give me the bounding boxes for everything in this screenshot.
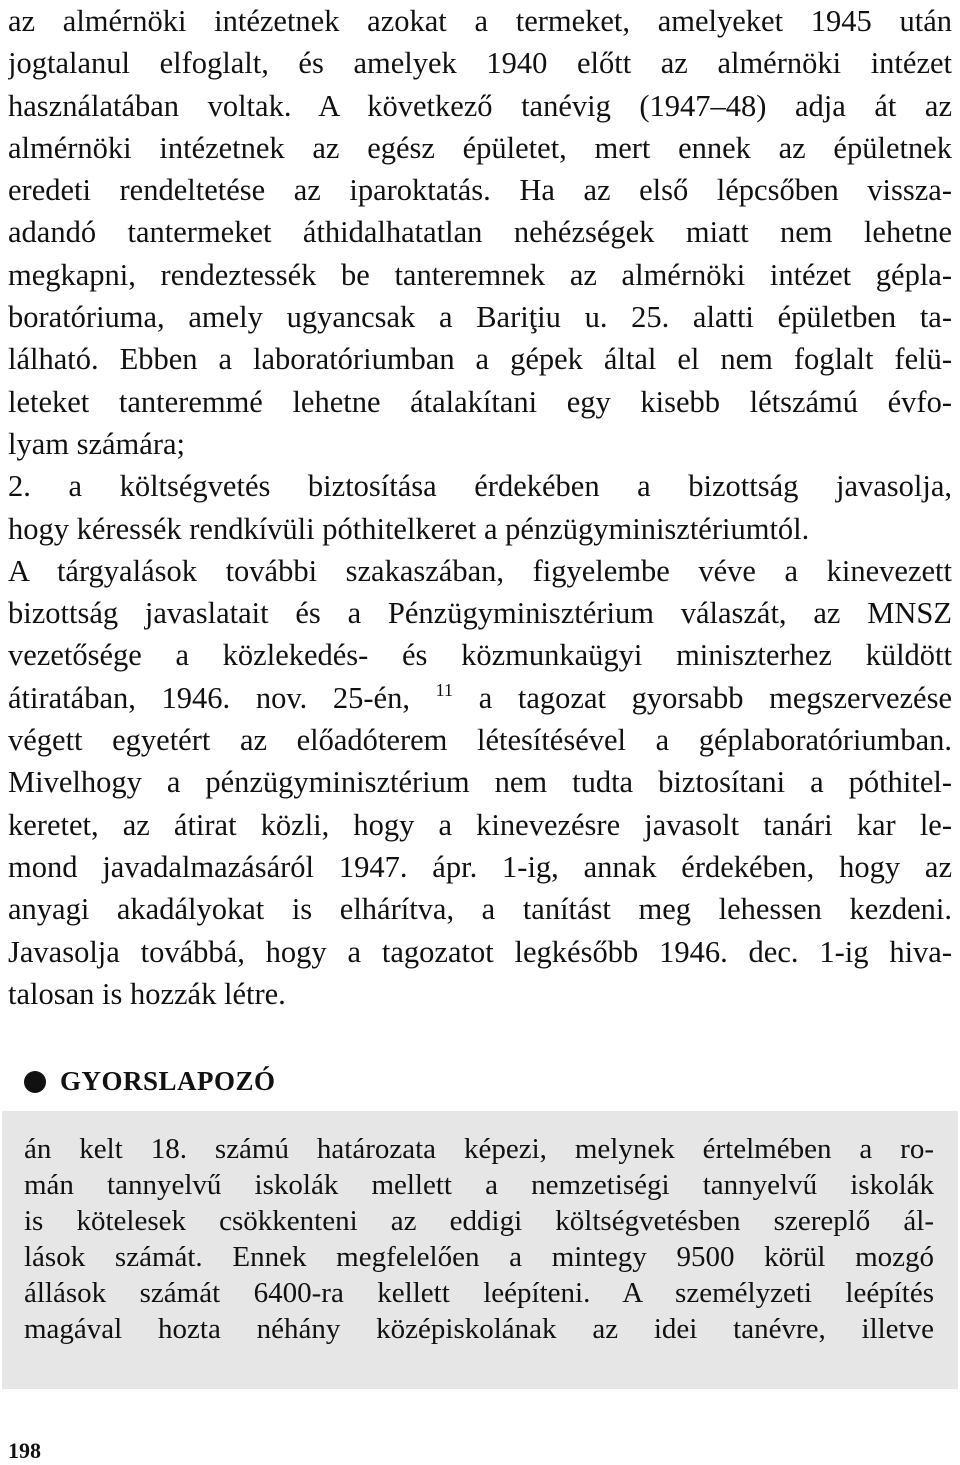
box-text-line: magával hozta néhány középiskolának az idei tanévre, illetve <box>24 1313 934 1346</box>
footnote-marker: 11 <box>435 679 453 700</box>
text-line: lálható. Ebben a laboratóriumban a gépek által el nem foglalt felü- <box>8 342 952 377</box>
text-line: bizottság javaslatait és a Pénzügyminisztérium válaszát, az MNSZ <box>8 596 952 631</box>
text-line: végett egyetért az előadóterem létesítésével a géplaboratóriumban. <box>8 723 952 758</box>
text-line: Javasolja továbbá, hogy a tagozatot legkésőbb 1946. dec. 1-ig hiva- <box>8 934 952 969</box>
text-line: anyagi akadályokat is elhárítva, a tanítást meg lehessen kezdeni. <box>8 892 952 927</box>
box-text-line: mán tannyelvű iskolák mellett a nemzetiségi tannyelvű iskolák <box>24 1169 934 1202</box>
text-line: almérnöki intézetnek az egész épületet, mert ennek az épületnek <box>8 130 952 165</box>
text-line: 2. a költségvetés biztosítása érdekében a bizottság javasolja, <box>8 469 952 504</box>
text-line: eredeti rendeltetése az iparoktatás. Ha az első lépcsőben vissza- <box>8 173 952 208</box>
text-line: adandó tantermeket áthidalhatatlan nehézségek miatt nem lehetne <box>8 215 952 250</box>
text-line <box>8 677 952 719</box>
text-line: leteket tanteremmé lehetne átalakítani egy kisebb létszámú évfo- <box>8 384 952 419</box>
main-body-text <box>8 0 952 1015</box>
box-text-line: állások számát 6400-ra kellett leépíteni. A személyzeti leépítés <box>24 1277 934 1310</box>
text-line: lyam számára; <box>8 426 185 461</box>
highlight-box-text <box>24 1131 934 1348</box>
box-text-line: is kötelesek csökkenteni az eddigi költségvetésben szereplő ál- <box>24 1205 934 1238</box>
text-line: A tárgyalások további szakaszában, figyelembe véve a kinevezett <box>8 553 952 588</box>
text-segment: átiratában, 1946. nov. 25-én, <box>8 680 410 715</box>
text-line: az almérnöki intézetnek azokat a termeket, amelyeket 1945 után <box>8 4 952 38</box>
text-line: vezetősége a közlekedés- és közmunkaügyi miniszterhez küldött <box>8 638 952 673</box>
text-line: megkapni, rendeztessék be tanteremnek az almérnöki intézet gépla- <box>8 257 952 292</box>
text-line: keretet, az átirat közli, hogy a kinevezésre javasolt tanári kar le- <box>8 807 952 842</box>
section-heading-label: GYORSLAPOZÓ <box>60 1066 276 1096</box>
box-text-line: án kelt 18. számú határozata képezi, melynek értelmében a ro- <box>24 1133 934 1165</box>
section-heading <box>24 1066 276 1097</box>
page-number: 198 <box>8 1438 41 1463</box>
bullet-icon <box>24 1071 46 1093</box>
text-line: talosan is hozzák létre. <box>8 976 286 1011</box>
text-segment: a tagozat gyorsabb megszervezése <box>478 680 952 715</box>
text-line: boratóriuma, amely ugyancsak a Bariţiu u. 25. alatti épületben ta- <box>8 300 952 335</box>
box-text-line: lások számát. Ennek megfelelően a mintegy 9500 körül mozgó <box>24 1241 934 1274</box>
text-line: hogy kéressék rendkívüli póthitelkeret a pénzügyminisztériumtól. <box>8 511 810 546</box>
text-line: használatában voltak. A következő tanévig (1947–48) adja át az <box>8 88 952 123</box>
text-line: jogtalanul elfoglalt, és amelyek 1940 előtt az almérnöki intézet <box>8 46 952 81</box>
text-line: mond javadalmazásáról 1947. ápr. 1-ig, annak érdekében, hogy az <box>8 849 952 884</box>
text-line: Mivelhogy a pénzügyminisztérium nem tudta biztosítani a póthitel- <box>8 765 952 800</box>
